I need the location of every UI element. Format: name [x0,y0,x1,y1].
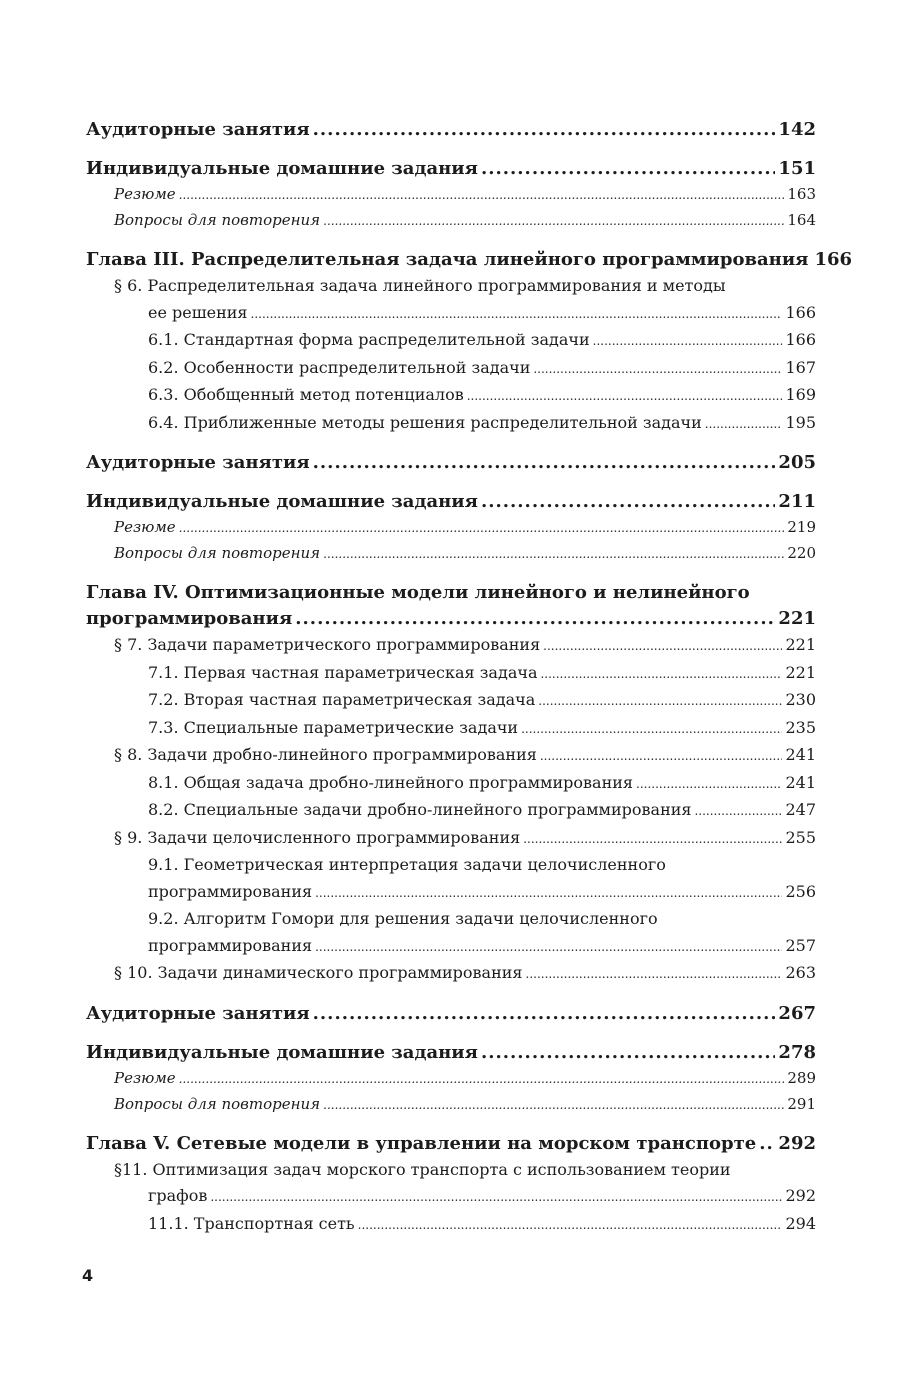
toc-entry-page: 221 [785,662,816,682]
dot-leader [705,410,783,438]
toc-entry-page: 278 [778,1041,816,1063]
dot-leader [533,355,782,383]
toc-entry-sub [86,1211,816,1239]
toc-entry-title: Индивидуальные домашние задания [86,1041,478,1063]
dot-leader [313,117,776,143]
toc-entry-title: Резюме [114,185,176,203]
toc-entry-title: 7.2. Вторая частная параметрическая задача [148,690,536,709]
page-number: 4 [82,1266,94,1285]
toc-entry-page: 163 [787,185,816,203]
toc-entry-page: 211 [778,491,816,512]
toc-entry-page: 292 [778,1132,816,1154]
toc-entry-minor [86,541,816,567]
toc-entry-minor [86,515,816,541]
toc-entry-sec [86,632,816,660]
toc-entry-title: § 7. Задачи параметрического программирования [114,635,541,654]
toc-entry-title-line: § 6. Распределительная задача линейного программирования и методы [114,276,726,295]
toc-entry-sub [86,355,816,383]
toc-entry-title: программирования [148,935,313,955]
toc-entry-sec [86,1157,816,1211]
toc-entry-page: 220 [787,544,816,562]
toc-entry-title: Вопросы для повторения [114,211,321,229]
dot-leader [467,382,783,410]
toc-entry-page: 166 [785,330,816,349]
toc-entry-sub [86,797,816,825]
toc-entry-page: 291 [787,1094,816,1113]
toc-entry-page: 230 [785,690,816,709]
toc-entry-title: ее решения [148,302,248,322]
toc-entry-major [86,450,816,476]
toc-entry-title: 6.1. Стандартная форма распределительной задачи [148,330,590,349]
toc-entry-title: Резюме [114,1068,176,1087]
dot-leader [251,300,783,328]
toc-entry-sub [86,382,816,410]
toc-entry-page: 166 [814,249,853,270]
toc-entry-title: 8.2. Специальные задачи дробно-линейного программирования [148,800,692,819]
toc-entry-title-line: 9.2. Алгоритм Гомори для решения задачи целочисленного [148,909,658,928]
toc-entry-title: Индивидуальные домашние задания [86,158,478,179]
toc-entry-title: 6.4. Приближенные методы решения распределительной задачи [148,412,702,432]
toc-entry-title: программирования [148,881,313,901]
toc-entry-sec [86,960,816,988]
toc-entry-major [86,580,816,632]
toc-entry-page: 256 [785,881,816,901]
toc-entry-title: 7.1. Первая частная параметрическая задача [148,662,538,682]
toc-entry-page: 167 [785,357,816,377]
toc-entry-sub [86,660,816,688]
dot-leader [540,742,783,770]
toc-entry-major [86,1131,816,1157]
toc-entry-major [86,156,816,182]
toc-entry-page: 166 [785,302,816,322]
toc-entry-page: 247 [785,800,816,819]
toc-entry-page: 255 [785,827,816,847]
toc-entry-major [86,1001,816,1027]
dot-leader [313,450,776,476]
toc-entry-minor [86,1066,816,1092]
toc-entry-page: 267 [778,1002,816,1024]
toc-entry-minor [86,182,816,208]
toc-entry-minor [86,208,816,234]
dot-leader [179,1066,785,1092]
toc-entry-sub [86,687,816,715]
dot-leader [179,515,785,541]
toc-entry-sub [86,906,816,960]
toc-entry-title: 6.2. Особенности распределительной задачи [148,357,531,377]
dot-leader [323,208,784,234]
toc-entry-title: Вопросы для повторения [114,1094,321,1113]
dot-leader [759,1131,775,1157]
toc-entry-page: 221 [778,608,816,629]
toc-entry-minor [86,1092,816,1118]
toc-entry-page: 142 [778,119,816,140]
toc-entry-title: Индивидуальные домашние задания [86,491,478,512]
toc-entry-title: § 10. Задачи динамического программирования [114,963,523,982]
dot-leader [540,660,782,688]
toc-entry-title: Аудиторные занятия [86,452,310,473]
dot-leader [210,1183,782,1211]
toc-entry-page: 221 [785,635,816,654]
toc-entry-title: графов [148,1186,208,1205]
dot-leader [593,327,783,355]
toc-entry-page: 263 [785,963,816,982]
dot-leader [481,1040,775,1066]
toc-entry-page: 219 [787,518,816,536]
toc-entry-title: программирования [86,608,293,629]
toc-entry-sub [86,770,816,798]
dot-leader [323,1092,784,1118]
dot-leader [636,770,782,798]
toc-entry-title: Глава V. Сетевые модели в управлении на морском транспорте [86,1132,757,1154]
toc-entry-major [86,247,853,273]
dot-leader [481,156,775,182]
table-of-contents [86,117,853,1238]
dot-leader [323,541,784,567]
toc-entry-page: 292 [785,1186,816,1205]
toc-entry-sec [86,825,816,853]
toc-entry-major [86,489,816,515]
toc-entry-major [86,117,816,143]
toc-entry-title-line: Глава IV. Оптимизационные модели линейного и нелинейного [86,582,750,603]
toc-entry-sub [86,410,816,438]
toc-entry-sec [86,742,816,770]
toc-entry-sub [86,715,816,743]
toc-entry-sec [86,273,816,327]
toc-entry-title: Аудиторные занятия [86,1002,310,1024]
dot-leader [523,825,782,853]
toc-entry-title: Аудиторные занятия [86,119,310,140]
toc-entry-title-line: §11. Оптимизация задач морского транспорта с использованием теории [114,1159,731,1179]
toc-entry-title: Резюме [114,518,176,536]
toc-entry-title: § 8. Задачи дробно-линейного программирования [114,745,537,764]
toc-entry-page: 257 [785,935,816,955]
dot-leader [315,879,782,907]
dot-leader [481,489,775,515]
dot-leader [543,632,782,660]
toc-entry-page: 294 [785,1213,816,1233]
toc-entry-title: Вопросы для повторения [114,544,321,562]
toc-entry-sub [86,327,816,355]
toc-entry-page: 151 [778,158,816,179]
dot-leader [538,687,782,715]
toc-entry-page: 164 [787,211,816,229]
toc-entry-major [86,1040,816,1066]
dot-leader [295,606,775,632]
dot-leader [313,1001,776,1027]
toc-entry-title-line: 9.1. Геометрическая интерпретация задачи целочисленного [148,855,666,874]
toc-entry-page: 169 [785,385,816,404]
toc-entry-page: 241 [785,745,816,764]
toc-entry-title: 6.3. Обобщенный метод потенциалов [148,385,464,404]
toc-entry-page: 289 [787,1068,816,1087]
toc-entry-page: 205 [778,452,816,473]
dot-leader [526,960,783,988]
toc-entry-title: Глава III. Распределительная задача линейного программирования [86,249,809,270]
toc-entry-sub [86,852,816,906]
dot-leader [315,933,782,961]
toc-entry-title: 7.3. Специальные параметрические задачи [148,717,519,737]
toc-entry-title: 8.1. Общая задача дробно-линейного программирования [148,772,634,792]
toc-entry-page: 235 [785,717,816,737]
dot-leader [521,715,782,743]
toc-entry-page: 241 [785,772,816,792]
dot-leader [358,1211,783,1239]
toc-entry-title: § 9. Задачи целочисленного программирования [114,827,521,847]
dot-leader [694,797,782,825]
toc-entry-page: 195 [785,412,816,432]
toc-entry-title: 11.1. Транспортная сеть [148,1213,355,1233]
dot-leader [179,182,785,208]
